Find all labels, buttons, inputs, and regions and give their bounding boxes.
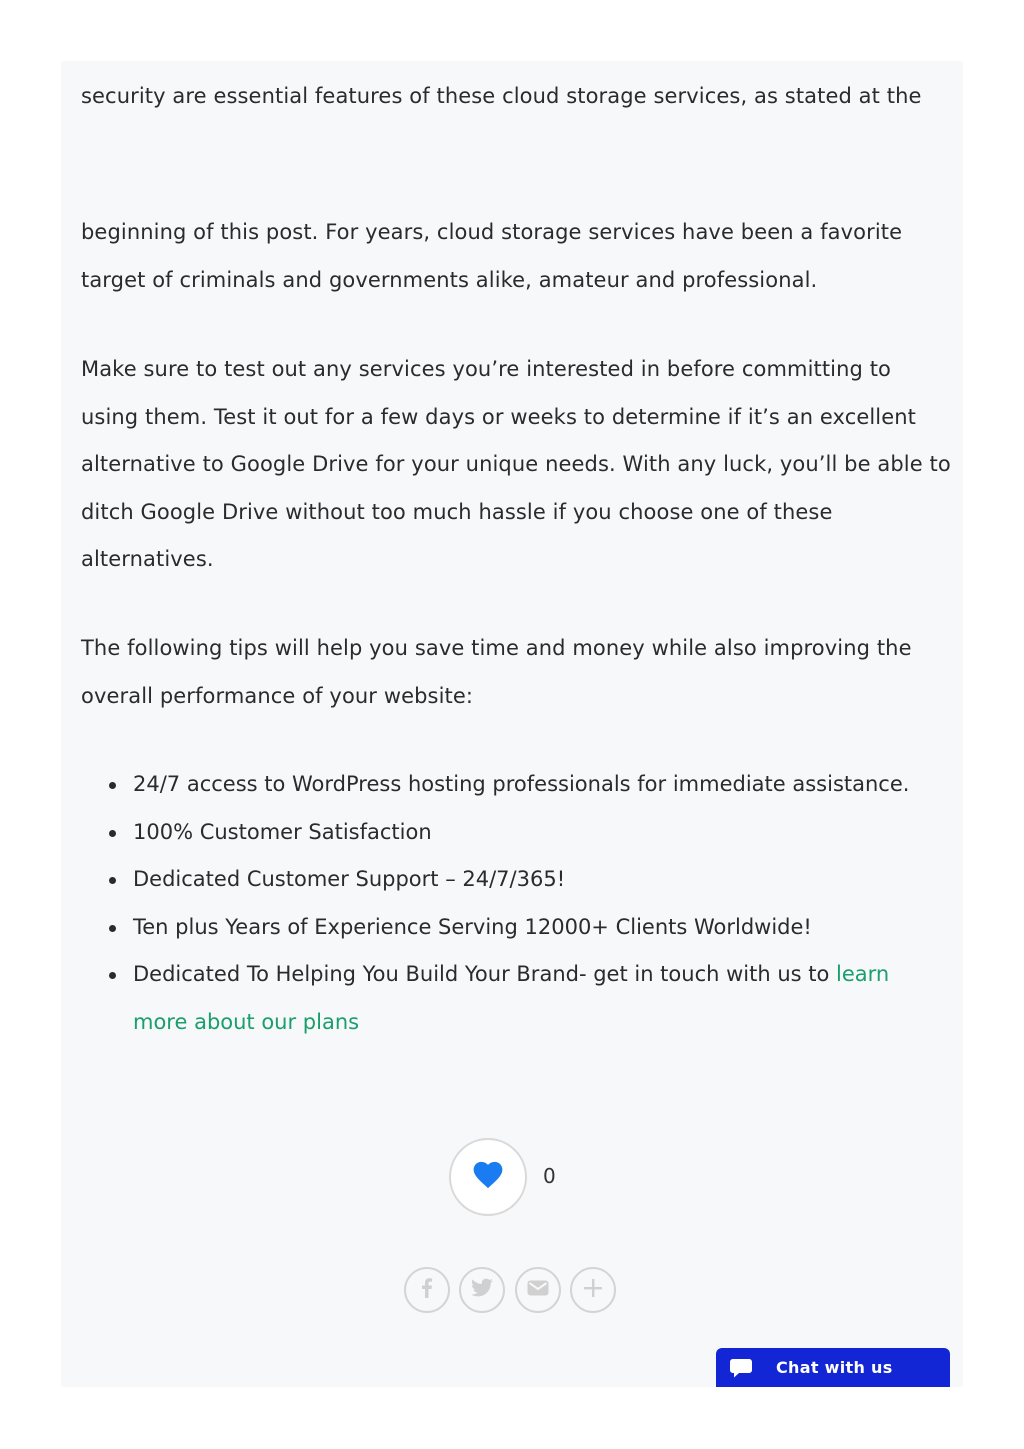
email-icon — [527, 1280, 549, 1300]
chat-label: Chat with us — [776, 1358, 893, 1377]
paragraph-3: Make sure to test out any services you’re interested in before committing to using them. Test it out for a few days or weeks to determine if it’s an excellent alternative to Google Drive for your unique needs. With any luck, you’ll be able to ditch Google Drive without too much hassle if you choose one of these alternatives. — [81, 357, 951, 571]
chat-widget-button[interactable] — [716, 1348, 950, 1387]
share-facebook-button[interactable] — [404, 1267, 450, 1313]
feature-list — [133, 761, 933, 1046]
list-item-text: Dedicated To Helping You Build Your Brand- get in touch with us to — [133, 962, 837, 986]
share-email-button[interactable] — [515, 1267, 561, 1313]
article-body — [61, 61, 963, 1387]
paragraph-4: The following tips will help you save time and money while also improving the overall performance of your website: — [81, 636, 912, 708]
plus-icon — [583, 1278, 603, 1302]
list-item: 24/7 access to WordPress hosting professionals for immediate assistance. — [133, 761, 933, 809]
share-twitter-button[interactable] — [459, 1267, 505, 1313]
chat-bubble-icon — [728, 1355, 754, 1381]
like-count: 0 — [543, 1164, 556, 1188]
paragraph-1: security are essential features of these cloud storage services, as stated at the — [81, 84, 922, 108]
list-item: Dedicated Customer Support – 24/7/365! — [133, 856, 933, 904]
list-item: 100% Customer Satisfaction — [133, 809, 933, 857]
facebook-icon — [417, 1277, 437, 1303]
like-button[interactable] — [449, 1138, 527, 1216]
list-item: Ten plus Years of Experience Serving 12000+ Clients Worldwide! — [133, 904, 933, 952]
list-item — [133, 951, 933, 1046]
learn-more-link[interactable]: learn more about our plans — [133, 962, 890, 1034]
share-more-button[interactable] — [570, 1267, 616, 1313]
twitter-icon — [470, 1278, 494, 1302]
heart-icon — [473, 1161, 503, 1193]
paragraph-2: beginning of this post. For years, cloud storage services have been a favorite target of criminals and governments alike, amateur and professional. — [81, 220, 903, 292]
